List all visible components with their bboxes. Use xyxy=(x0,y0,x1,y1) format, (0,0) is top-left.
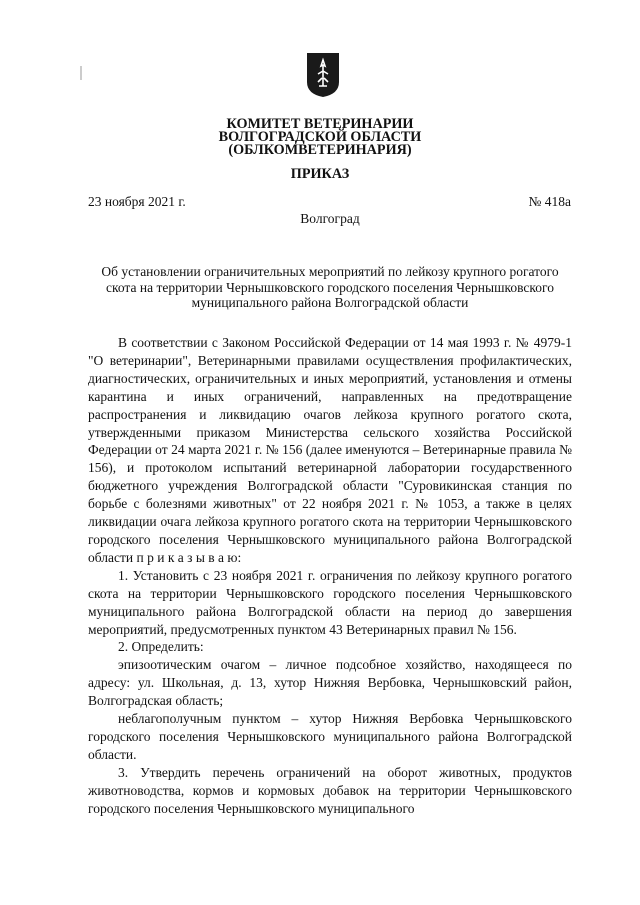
paragraph-item-2: 2. Определить: xyxy=(118,639,204,655)
document-body xyxy=(88,334,572,817)
document-city: Волгоград xyxy=(300,211,360,226)
paragraph-item-1: 1. Установить с 23 ноября 2021 г. ограничения по лейкозу крупного рогатого скота на территории Чернышковского городского поселения Чернышковского муниципального района Волгоградской области на период до завершения мероприятий, предусмотренных пунктом 43 Ветеринарных правил № 156. xyxy=(88,567,572,637)
paragraph-outbreak: эпизоотическим очагом – личное подсобное хозяйство, находящееся по адресу: ул. Школьная, д. 13, хутор Нижняя Вербовка, Чернышковский район, Волгоградская область; xyxy=(88,657,572,709)
committee-name-line3: (ОБЛКОМВЕТЕРИНАРИЯ) xyxy=(228,142,412,158)
margin-mark xyxy=(80,66,82,80)
committee-name-line2: ВОЛГОГРАДСКОЙ ОБЛАСТИ xyxy=(218,129,422,145)
document-date: 23 ноября 2021 г. xyxy=(88,194,186,209)
paragraph-preamble: В соответствии с Законом Российской Федерации от 14 мая 1993 г. № 4979-1 "О ветеринарии", Ветеринарными правилами осуществления профилактических, диагностических, ограничительных и иных мероприятий, установления и отмены карантина и иных ограничений, направленных на предотвращение распространения и ликвидацию очагов лейкоза крупного рогатого скота, утвержденными приказом Министерства сельского хозяйства Российской Федерации от 24 марта 2021 г. № 156 (далее именуются – Ветеринарные правила № 156), и протоколом испытаний ветеринарной лаборатории государственного бюджетного учреждения Волгоградской области "Суровикинская станция по борьбе с болезнями животных" от 22 ноября 2021 г. № 1053, а также в целях ликвидации очага лейкоза крупного рогатого скота на территории Чернышковского городского поселения Чернышковского муниципального района Волгоградской области п р и к а з ы в а ю: xyxy=(88,335,572,565)
paragraph-unfavorable-point: неблагополучным пунктом – хутор Нижняя Вербовка Чернышковского городского поселения Чернышковского муниципального района Волгоградской области. xyxy=(88,711,572,762)
coat-of-arms-icon xyxy=(306,52,340,98)
document-subject: Об установлении ограничительных мероприятий по лейкозу крупного рогатого скота на территории Чернышковского городского поселения Чернышковского муниципального района Волгоградской области xyxy=(101,264,559,310)
paragraph-item-3: 3. Утвердить перечень ограничений на оборот животных, продуктов животноводства, кормов и кормовых добавок на территории Чернышковского городского поселения Чернышковского муниципального xyxy=(88,764,572,816)
committee-name-line1: КОМИТЕТ ВЕТЕРИНАРИИ xyxy=(226,116,414,132)
document-type: ПРИКАЗ xyxy=(290,166,350,182)
document-number: № 418а xyxy=(528,194,571,209)
